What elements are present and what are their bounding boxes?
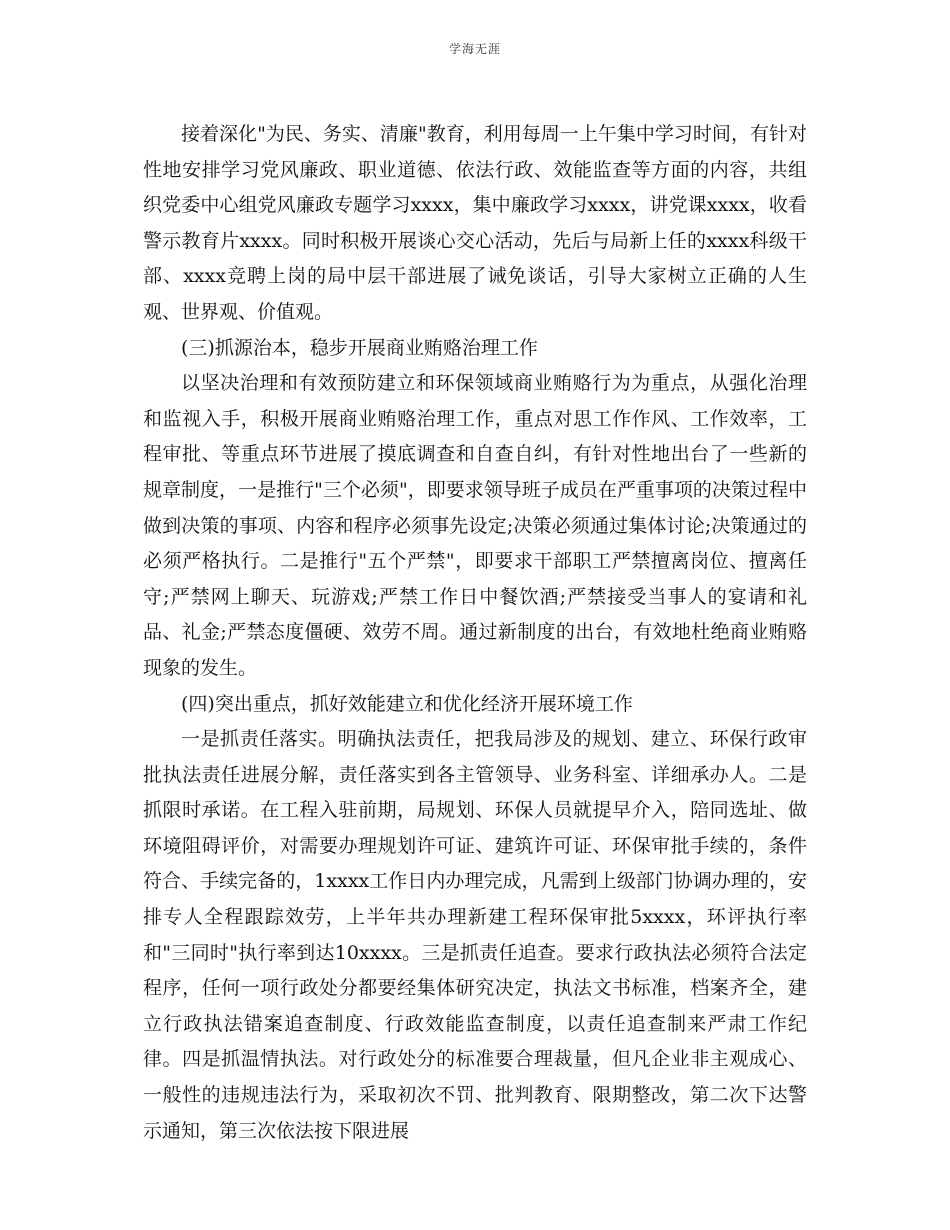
paragraph-bribery-governance: 以坚决治理和有效预防建立和环保领域商业贿赂行为为重点，从强化治理和监视入手，积极开展商业贿赂治理工作，重点对思工作作风、工作效率，工程审批、等重点环节进展了摸底调查和自查自纠，有针对性地出台了一些新的规章制度，一是推行"三个必须"，即要求领导班子成员在严重事项的决策过程中做到决策的事项、内容和程序必须事先设定;决策必须通过集体讨论;决策通过的必须严格执行。二是推行"五个严禁"，即要求干部职工严禁擅离岗位、擅离任守;严禁网上聊天、玩游戏;严禁工作日中餐饮酒;严禁接受当事人的宴请和礼品、礼金;严禁态度僵硬、效劳不周。通过新制度的出台，有效地杜绝商业贿赂现象的发生。: [143, 372, 807, 679]
section-heading-3: (三)抓源治本，稳步开展商业贿赂治理工作: [181, 336, 538, 359]
section-heading-4: (四)突出重点，抓好效能建立和优化经济开展环境工作: [181, 692, 633, 715]
header-title: 学海无涯: [448, 42, 501, 56]
page-header: [0, 40, 950, 57]
document-body: [143, 117, 807, 1149]
paragraph-education: 接着深化"为民、务实、清廉"教育，利用每周一上午集中学习时间，有针对性地安排学习党风廉政、职业道德、依法行政、效能监查等方面的内容，共组织党委中心组党风廉政专题学习xxxx，集中廉政学习xxxx，讲党课xxxx，收看警示教育片xxxx。同时积极开展谈心交心活动，先后与局新上任的xxxx科级干部、xxxx竞聘上岗的局中层干部进展了诫免谈话，引导大家树立正确的人生观、世界观、价值观。: [143, 123, 807, 323]
paragraph-efficiency: 一是抓责任落实。明确执法责任，把我局涉及的规划、建立、环保行政审批执法责任进展分解，责任落实到各主管领导、业务科室、详细承办人。二是抓限时承诺。在工程入驻前期，局规划、环保人员就提早介入，陪同选址、做环境阻碍评价，对需要办理规划许可证、建筑许可证、环保审批手续的，条件符合、手续完备的，1xxxx工作日内办理完成，凡需到上级部门协调办理的，安排专人全程跟踪效劳，上半年共办理新建工程环保审批5xxxx，环评执行率和"三同时"执行率到达10xxxx。三是抓责任追查。要求行政执法必须符合法定程序，任何一项行政处分都要经集体研究决定，执法文书标准，档案齐全，建立行政执法错案追查制度、行政效能监查制度，以责任追查制来严肃工作纪律。四是抓温情执法。对行政处分的标准要合理裁量，但凡企业非主观成心、一般性的违规违法行为，采取初次不罚、批判教育、限期整改，第二次下达警示通知，第三次依法按下限进展: [143, 728, 807, 1142]
